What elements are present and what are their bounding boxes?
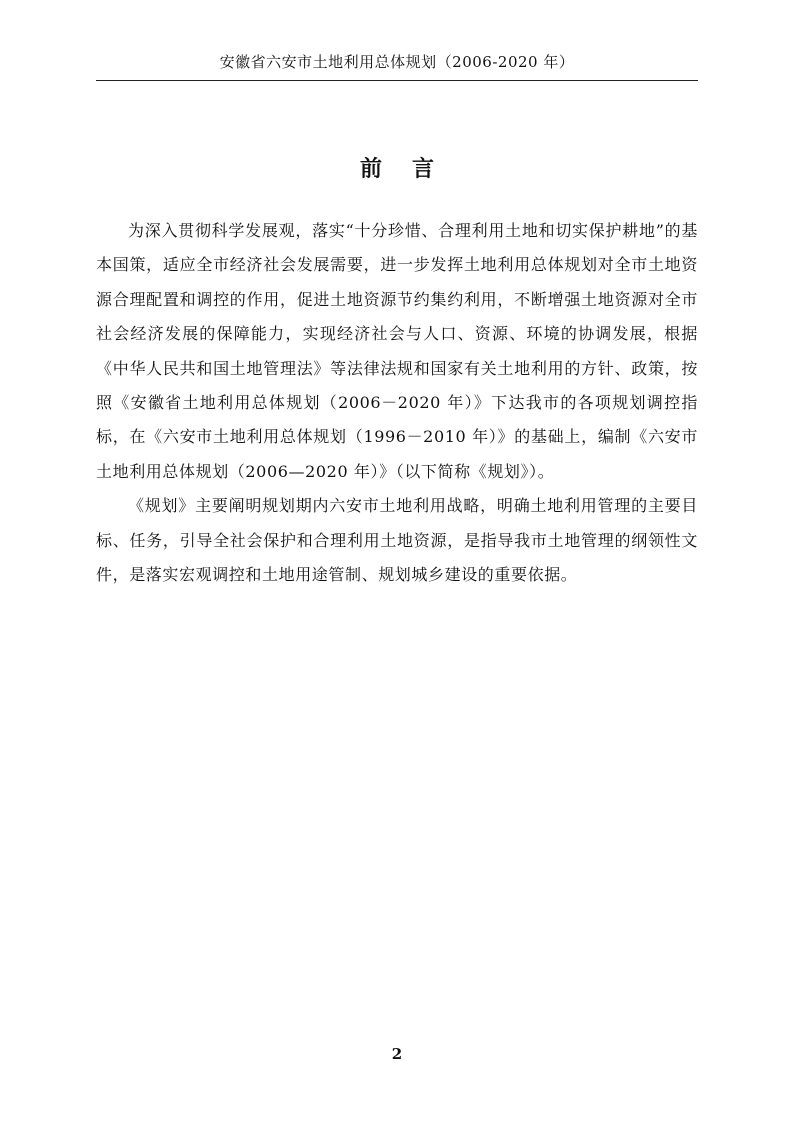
page-number: 2 [391, 1045, 403, 1063]
paragraph-2: 《规划》主要阐明规划期内六安市土地利用战略，明确土地利用管理的主要目标、任务，引导全社会保护和合理利用土地资源，是指导我市土地管理的纲领性文件，是落实宏观调控和土地用途管制、规划城乡建设的重要依据。 [96, 496, 698, 585]
section-title [96, 154, 698, 184]
section-title-char-2: 言 [412, 156, 435, 182]
header-divider [96, 80, 698, 81]
section-title-char-1: 前 [359, 156, 382, 182]
running-header: 安徽省六安市土地利用总体规划（2006-2020 年） [219, 53, 575, 71]
body-text [96, 214, 698, 592]
paragraph-1: 为深入贯彻科学发展观，落实“十分珍惜、合理利用土地和切实保护耕地”的基本国策，适应全市经济社会发展需要，进一步发挥土地利用总体规划对全市土地资源合理配置和调控的作用，促进土地资源节约集约利用，不断增强土地资源对全市社会经济发展的保障能力，实现经济社会与人口、资源、环境的协调发展，根据《中华人民共和国土地管理法》等法律法规和国家有关土地利用的方针、政策，按照《安徽省土地利用总体规划（2006－2020 年）》下达我市的各项规划调控指标，在《六安市土地利用总体规划（1996－2010 年）》的基础上，编制《六安市土地利用总体规划（2006—2020 年）》（以下简称《规划》）。 [96, 221, 698, 481]
